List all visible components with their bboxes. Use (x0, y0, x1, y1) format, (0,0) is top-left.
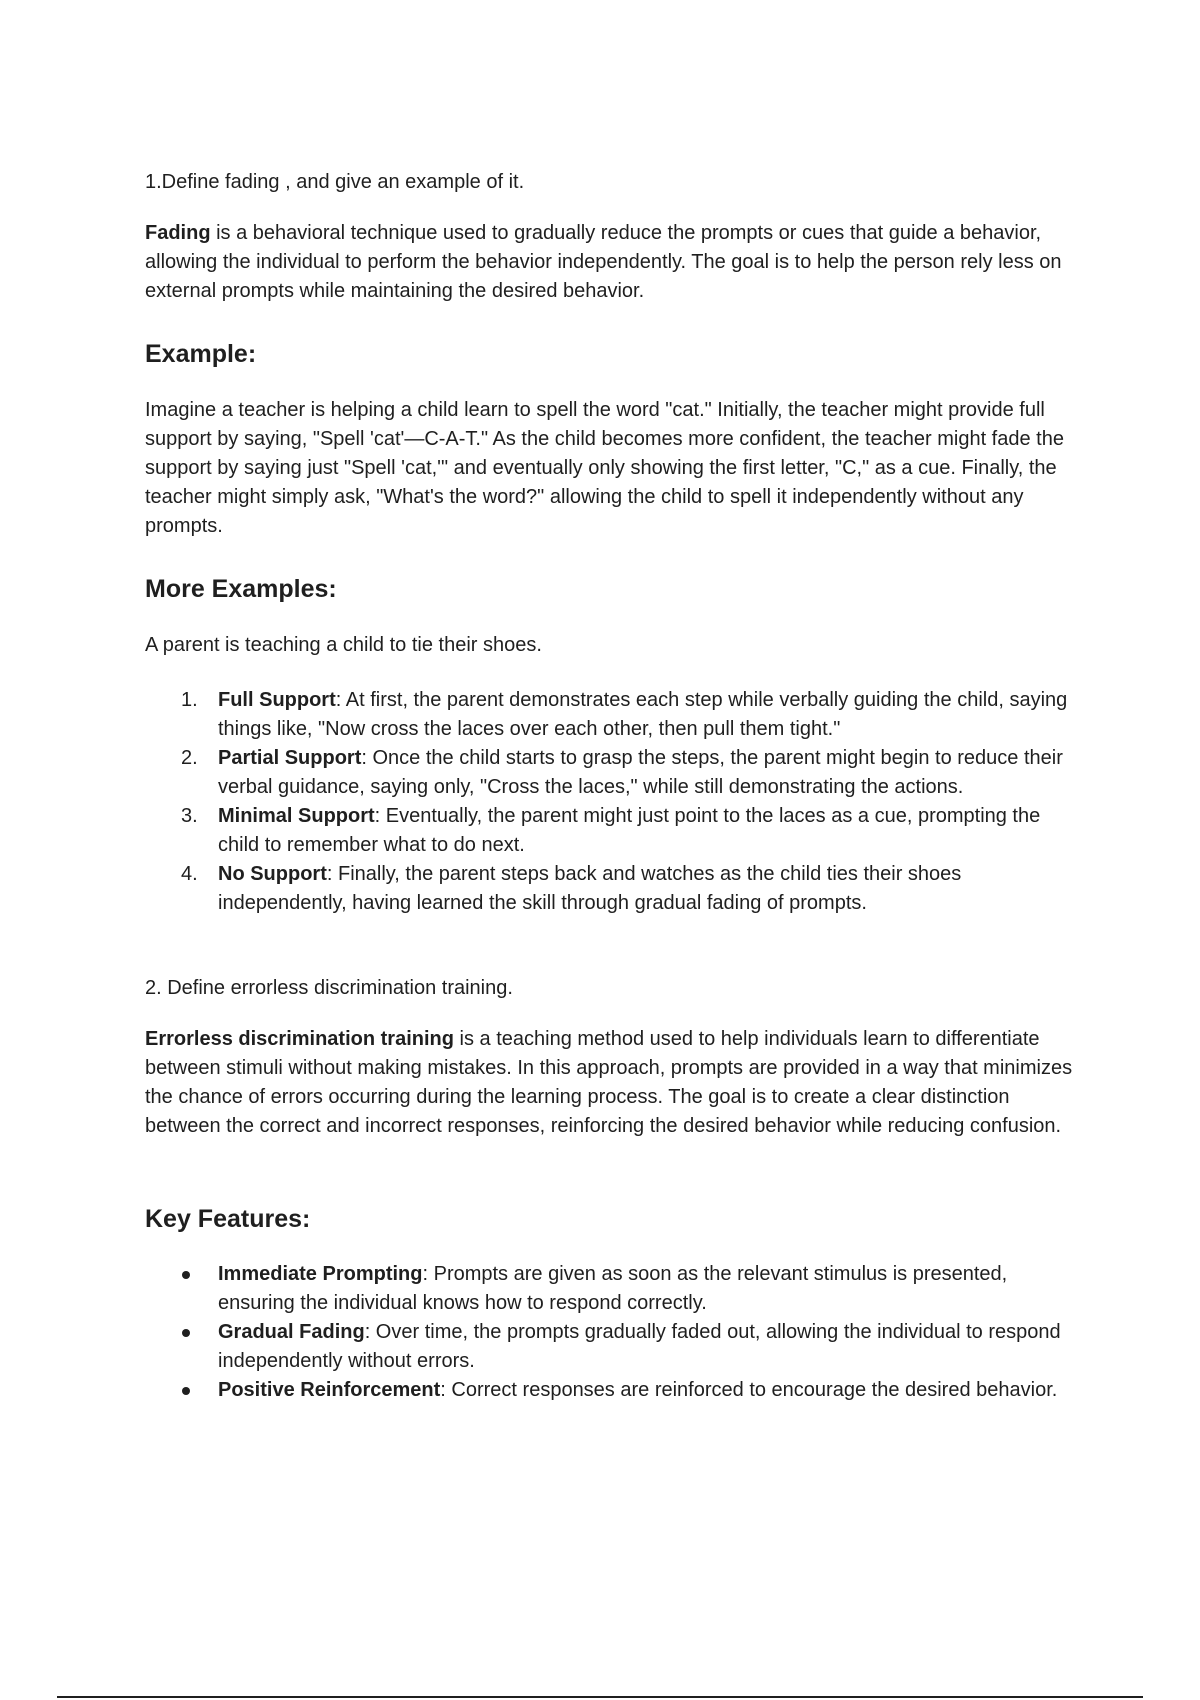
step-text: : Eventually, the parent might just point to the laces as a cue, prompting the child to remember what to do next. (218, 805, 1041, 856)
step-text: : Once the child starts to grasp the steps, the parent might begin to reduce their verbal guidance, saying only, "Cross the laces," while still demonstrating the actions. (218, 747, 1063, 798)
bullet-icon (182, 1329, 190, 1337)
feature-text: : Correct responses are reinforced to encourage the desired behavior. (440, 1379, 1058, 1401)
list-item (145, 1376, 1085, 1405)
list-item (145, 860, 1085, 918)
example-heading: Example: (145, 340, 257, 368)
feature-text: : Prompts are given as soon as the relevant stimulus is presented, ensuring the individual knows how to respond correctly. (218, 1263, 1008, 1314)
key-features-heading: Key Features: (145, 1205, 311, 1233)
features-list (145, 1260, 1085, 1405)
list-number: 2. (181, 747, 198, 769)
step-term: No Support (218, 863, 327, 885)
fading-definition-text: is a behavioral technique used to gradually reduce the prompts or cues that guide a behavior, allowing the individual to perform the behavior independently. The goal is to help the person rely less on external prompts while maintaining the desired behavior. (145, 222, 1062, 302)
page-bottom-divider (57, 1696, 1143, 1698)
fading-definition (145, 219, 1085, 306)
errorless-definition-text: is a teaching method used to help individuals learn to differentiate between stimuli without making mistakes. In this approach, prompts are provided in a way that minimizes the chance of errors occurring during the learning process. The goal is to create a clear distinction between the correct and incorrect responses, reinforcing the desired behavior while reducing confusion. (145, 1028, 1073, 1137)
example-paragraph: Imagine a teacher is helping a child learn to spell the word "cat." Initially, the teacher might provide full support by saying, "Spell 'cat'—C-A-T." As the child becomes more confident, the teacher might fade the support by saying just "Spell 'cat,'" and eventually only showing the first letter, "C," as a cue. Finally, the teacher might simply ask, "What's the word?" allowing the child to spell it independently without any prompts. (145, 399, 1064, 537)
list-number: 1. (181, 689, 198, 711)
list-number: 4. (181, 863, 198, 885)
more-examples-heading: More Examples: (145, 575, 337, 603)
list-number: 3. (181, 805, 198, 827)
list-item (145, 802, 1085, 860)
bullet-icon (182, 1387, 190, 1395)
list-item (145, 686, 1085, 744)
list-item (145, 1318, 1085, 1376)
step-text: : At first, the parent demonstrates each step while verbally guiding the child, saying things like, "Now cross the laces over each other, then pull them tight." (218, 689, 1068, 740)
bullet-icon (182, 1271, 190, 1279)
feature-text: : Over time, the prompts gradually faded out, allowing the individual to respond independently without errors. (218, 1321, 1061, 1372)
step-term: Full Support (218, 689, 336, 711)
step-term: Minimal Support (218, 805, 375, 827)
errorless-term: Errorless discrimination training (145, 1028, 454, 1050)
list-item (145, 744, 1085, 802)
feature-term: Immediate Prompting (218, 1263, 423, 1285)
feature-term: Gradual Fading (218, 1321, 365, 1343)
question-2: 2. Define errorless discrimination training. (145, 977, 513, 999)
step-text: : Finally, the parent steps back and watches as the child ties their shoes independently, having learned the skill through gradual fading of prompts. (218, 863, 962, 914)
more-examples-intro: A parent is teaching a child to tie their shoes. (145, 634, 542, 656)
errorless-definition (145, 1025, 1085, 1141)
steps-list (145, 686, 1085, 918)
fading-term: Fading (145, 222, 211, 244)
list-item (145, 1260, 1085, 1318)
question-1: 1.Define fading , and give an example of it. (145, 171, 525, 193)
step-term: Partial Support (218, 747, 362, 769)
feature-term: Positive Reinforcement (218, 1379, 441, 1401)
